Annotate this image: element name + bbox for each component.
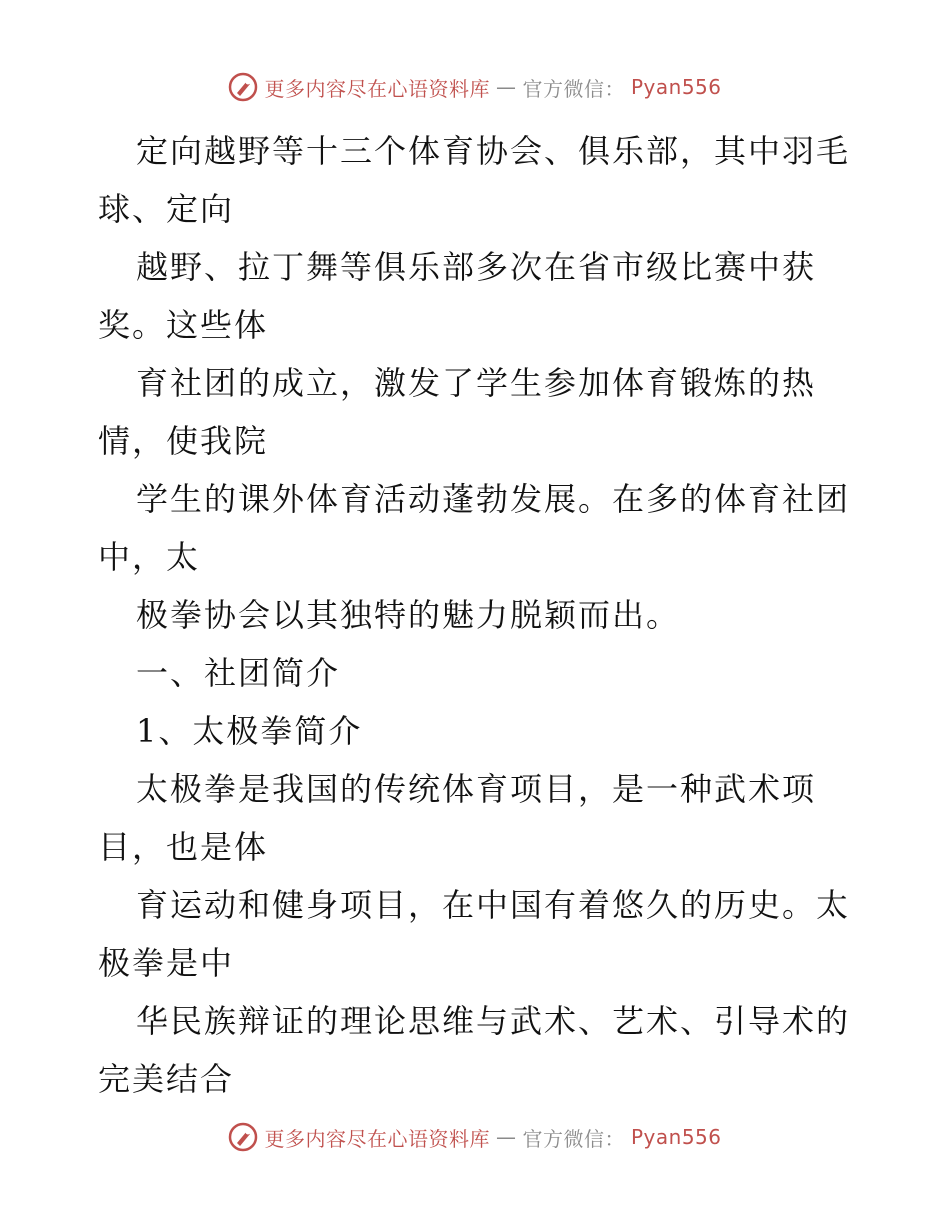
text-line: 太极拳是我国的传统体育项目，是一种武术项	[136, 770, 817, 808]
watermark-separator: —	[495, 75, 517, 99]
text-line: 奖。这些体	[98, 306, 269, 344]
text-line: 育运动和健身项目，在中国有着悠久的历史。太	[136, 886, 851, 924]
text-line: 中，太	[98, 538, 201, 576]
pen-logo-icon	[228, 1122, 258, 1152]
text-line: 育社团的成立，激发了学生参加体育锻炼的热	[136, 364, 817, 402]
watermark-separator: —	[495, 1125, 517, 1149]
text-line: 华民族辩证的理论思维与武术、艺术、引导术的	[136, 1002, 851, 1040]
watermark-wechat-label: 官方微信：	[522, 76, 625, 101]
watermark-main-text: 更多内容尽在心语资料库	[264, 1126, 490, 1151]
document-body	[98, 122, 858, 1108]
watermark-wechat-id: Pyan556	[630, 1125, 722, 1149]
watermark-main-text: 更多内容尽在心语资料库	[264, 76, 490, 101]
text-line: 情，使我院	[98, 422, 269, 460]
header-watermark	[0, 72, 950, 102]
text-line: 学生的课外体育活动蓬勃发展。在多的体育社团	[136, 480, 851, 518]
section-heading: 一、社团简介	[136, 654, 341, 692]
text-line: 越野、拉丁舞等俱乐部多次在省市级比赛中获	[136, 248, 817, 286]
text-line: 定向越野等十三个体育协会、俱乐部，其中羽毛	[136, 132, 851, 170]
watermark-wechat-label: 官方微信：	[522, 1126, 625, 1151]
text-line: 目，也是体	[98, 828, 269, 866]
text-line: 球、定向	[98, 190, 235, 228]
footer-watermark	[0, 1122, 950, 1152]
text-line: 完美结合	[98, 1060, 235, 1098]
pen-logo-icon	[228, 72, 258, 102]
text-line: 极拳协会以其独特的魅力脱颖而出。	[136, 596, 681, 634]
text-line: 极拳是中	[98, 944, 235, 982]
watermark-wechat-id: Pyan556	[630, 75, 722, 99]
subsection-heading: 1、太极拳简介	[136, 712, 363, 750]
